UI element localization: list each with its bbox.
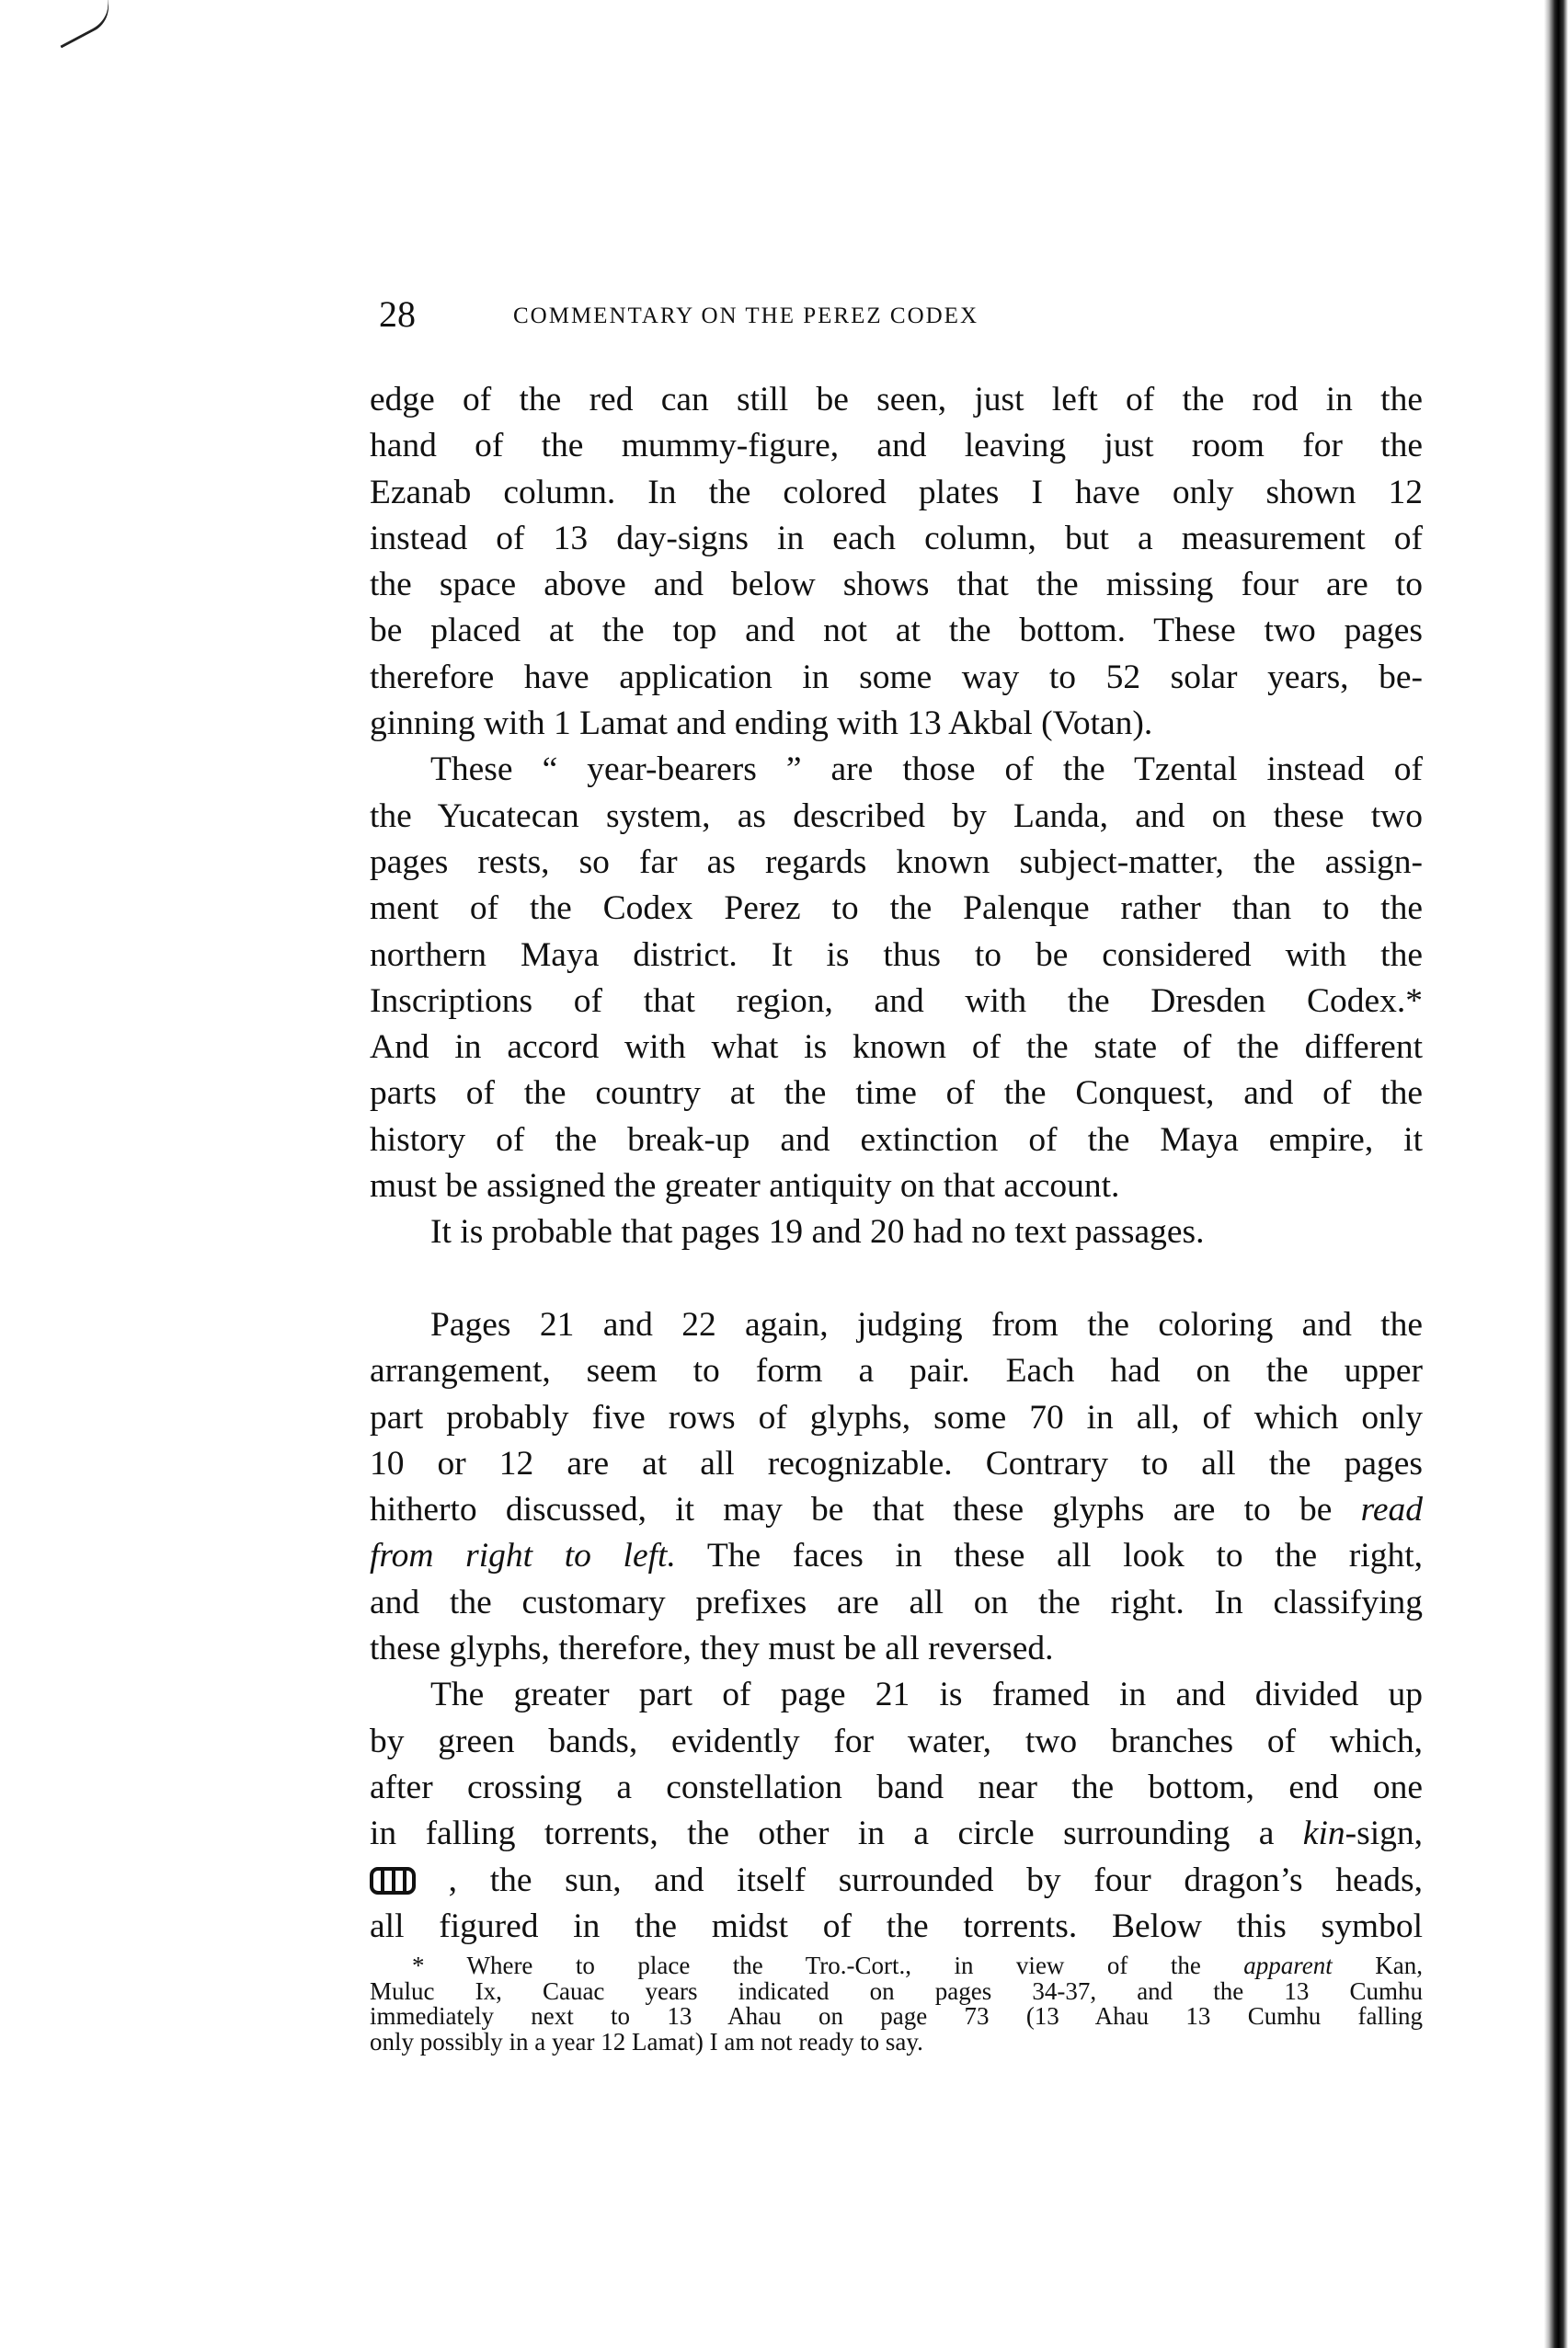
text-line: And in accord with what is known of the state of the different xyxy=(370,1028,1423,1067)
text-line: therefore have application in some way to 52 solar years, be- xyxy=(370,658,1423,696)
text-line: These “ year-bearers ” are those of the Tzental instead of xyxy=(430,750,1423,789)
text-span: , the sun, and itself surrounded by four dragon’s heads, xyxy=(416,1861,1423,1899)
text-line: instead of 13 day-signs in each column, but a measurement of xyxy=(370,519,1423,557)
text-line: the space above and below shows that the missing four are to xyxy=(370,566,1423,604)
text-line xyxy=(370,1487,1423,1533)
text-line: Ezanab column. In the colored plates I have only shown 12 xyxy=(370,473,1423,511)
text-line: immediately next to 13 Ahau on page 73 (13 Ahau 13 Cumhu falling xyxy=(370,2002,1423,2030)
italic-text: apparent xyxy=(1243,1952,1333,1979)
running-title: COMMENTARY ON THE PEREZ CODEX xyxy=(513,304,979,328)
footnote xyxy=(370,1953,1423,2055)
text-line: and the customary prefixes are all on the right. In classifying xyxy=(370,1583,1423,1621)
text-line: be placed at the top and not at the bottom. These two pages xyxy=(370,612,1423,650)
text-line: pages rests, so far as regards known subject-matter, the assign- xyxy=(370,842,1423,881)
text-line xyxy=(370,1811,1423,1857)
text-span: The faces in these all look to the right, xyxy=(675,1537,1423,1575)
scan-mark xyxy=(47,0,118,49)
text-line xyxy=(370,1953,1423,1979)
text-line: 10 or 12 are at all recognizable. Contrary to all the pages xyxy=(370,1444,1423,1483)
text-line: Muluc Ix, Cauac years indicated on pages 34-37, and the 13 Cumhu xyxy=(370,1976,1423,2005)
text-line: The greater part of page 21 is framed in and divided up xyxy=(430,1676,1423,1714)
text-span: in falling torrents, the other in a circle surrounding a xyxy=(370,1815,1303,1853)
text-line: after crossing a constellation band near the bottom, end one xyxy=(370,1768,1423,1806)
text-line: edge of the red can still be seen, just left of the rod in the xyxy=(370,381,1423,418)
text-line: ment of the Codex Perez to the Palenque rather than to the xyxy=(370,889,1423,928)
kin-sign-glyph-icon xyxy=(370,1867,416,1895)
text-line xyxy=(370,1533,1423,1579)
text-line: only possibly in a year 12 Lamat) I am not ready to say. xyxy=(370,2027,923,2056)
text-line: by green bands, evidently for water, two branches of which, xyxy=(370,1722,1423,1760)
text-line: Pages 21 and 22 again, judging from the coloring and the xyxy=(430,1305,1423,1344)
italic-text: kin xyxy=(1302,1815,1345,1853)
text-line: must be assigned the greater antiquity on that account. xyxy=(370,1167,1120,1206)
text-line: part probably five rows of glyphs, some 70 in all, of which only xyxy=(370,1398,1423,1437)
text-line: It is probable that pages 19 and 20 had no text passages. xyxy=(430,1213,1205,1252)
text-line: ginning with 1 Lamat and ending with 13 Akbal (Votan). xyxy=(370,704,1153,743)
text-line: hand of the mummy-figure, and leaving just room for the xyxy=(370,427,1423,465)
body-text xyxy=(370,377,1423,1950)
running-header xyxy=(370,292,1423,338)
text-span: hitherto discussed, it may be that these glyphs are to be xyxy=(370,1491,1361,1529)
text-line: history of the break-up and extinction of the Maya empire, it xyxy=(370,1120,1423,1159)
text-line: these glyphs, therefore, they must be all reversed. xyxy=(370,1630,1054,1668)
text-line: Inscriptions of that region, and with the Dresden Codex.* xyxy=(370,981,1423,1020)
italic-text: from right to left. xyxy=(370,1537,676,1575)
italic-text: read xyxy=(1360,1491,1423,1529)
text-span: Kan, xyxy=(1332,1952,1423,1979)
text-line: arrangement, seem to form a pair. Each had on the upper xyxy=(370,1352,1423,1391)
text-line: the Yucatecan system, as described by Landa, and on these two xyxy=(370,796,1423,835)
text-span: * Where to place the Tro.-Cort., in view of the xyxy=(412,1952,1244,1979)
page-number: 28 xyxy=(379,293,416,335)
scan-edge-shadow xyxy=(1544,0,1568,2348)
text-line: northern Maya district. It is thus to be considered with the xyxy=(370,935,1423,974)
text-line: all figured in the midst of the torrents. Below this symbol xyxy=(370,1907,1423,1945)
paragraph-gap xyxy=(370,1256,1423,1302)
text-line xyxy=(370,1858,1423,1904)
text-span: -sign, xyxy=(1345,1815,1423,1853)
text-line: parts of the country at the time of the Conquest, and of the xyxy=(370,1074,1423,1113)
